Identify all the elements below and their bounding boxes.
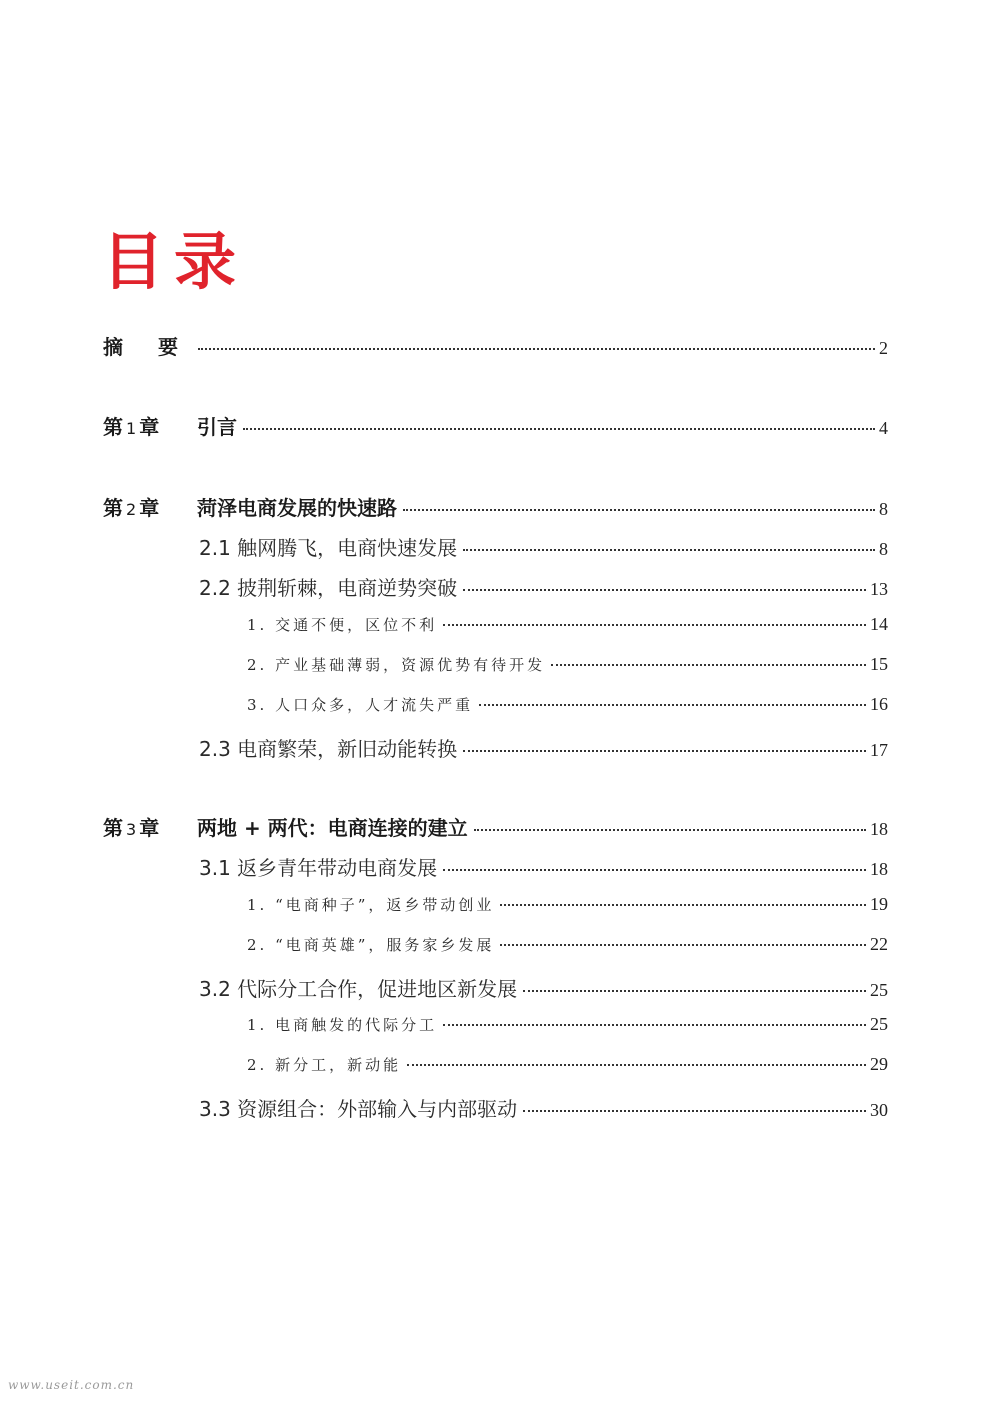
toc-page-number: 14 — [870, 614, 888, 634]
toc-page-number: 2 — [879, 338, 888, 358]
toc-page-number: 22 — [870, 934, 888, 954]
toc-entry-title: 菏泽电商发展的快速路 — [197, 496, 397, 520]
dot-leader — [443, 624, 866, 626]
toc-entry-section-2-3[interactable] — [199, 733, 888, 762]
toc-entry-title: 引言 — [197, 415, 237, 439]
toc-entry-section-2-1[interactable] — [199, 532, 888, 561]
toc-entry-chapter-3[interactable] — [103, 812, 888, 841]
toc-page-number: 16 — [870, 694, 888, 714]
toc-entry-subsection-3-1-1[interactable] — [247, 894, 888, 915]
toc-entry-title: 3.2 代际分工合作，促进地区新发展 — [199, 977, 518, 1001]
toc-entry-title: 2.1 触网腾飞，电商快速发展 — [199, 536, 458, 560]
dot-leader — [500, 944, 866, 946]
toc-page-number: 29 — [870, 1054, 888, 1074]
toc-page-number: 4 — [879, 418, 888, 438]
toc-entry-chapter-1[interactable] — [103, 411, 888, 440]
chapter-number: 第 3 章 — [103, 816, 160, 840]
toc-entry-title: 3.3 资源组合：外部输入与内部驱动 — [199, 1097, 518, 1121]
dot-leader — [407, 1064, 866, 1066]
toc-entry-section-3-1[interactable] — [199, 852, 888, 881]
toc-entry-title: 2.2 披荆斩棘，电商逆势突破 — [199, 576, 458, 600]
toc-entry-subsection-2-2-1[interactable] — [247, 614, 888, 635]
toc-entry-section-2-2[interactable] — [199, 572, 888, 601]
toc-entry-title: 两地 + 两代：电商连接的建立 — [197, 816, 468, 840]
dot-leader — [479, 704, 866, 706]
toc-entry-abstract[interactable] — [103, 331, 888, 360]
toc-entry-chapter-2[interactable] — [103, 492, 888, 521]
toc-entry-title: 1. 交通不便，区位不利 — [247, 616, 438, 634]
dot-leader — [523, 1110, 866, 1112]
dot-leader — [198, 348, 875, 350]
toc-page-number: 25 — [870, 980, 888, 1000]
toc-entry-section-3-2[interactable] — [199, 973, 888, 1002]
chapter-number: 第 2 章 — [103, 496, 160, 520]
toc-entry-title: 摘 要 — [103, 335, 192, 359]
toc-page-number: 13 — [870, 579, 888, 599]
dot-leader — [551, 664, 866, 666]
toc-entry-subsection-2-2-2[interactable] — [247, 654, 888, 675]
watermark: www.useit.com.cn — [8, 1378, 135, 1392]
dot-leader — [523, 990, 866, 992]
toc-entry-subsection-3-1-2[interactable] — [247, 934, 888, 955]
toc-entry-title: 2. 产业基础薄弱，资源优势有待开发 — [247, 656, 546, 674]
toc-entry-title: 2.3 电商繁荣，新旧动能转换 — [199, 737, 458, 761]
dot-leader — [463, 589, 866, 591]
dot-leader — [474, 829, 866, 831]
toc-entry-subsection-3-2-1[interactable] — [247, 1014, 888, 1035]
toc-entry-subsection-3-2-2[interactable] — [247, 1054, 888, 1075]
dot-leader — [443, 869, 866, 871]
toc-page-number: 18 — [870, 859, 888, 879]
toc-entry-title: 2. 新分工，新动能 — [247, 1056, 402, 1074]
dot-leader — [463, 750, 866, 752]
toc-entry-title: 1. “电商种子”，返乡带动创业 — [247, 896, 495, 914]
toc-entry-title: 3.1 返乡青年带动电商发展 — [199, 856, 438, 880]
dot-leader — [403, 509, 875, 511]
toc-entry-section-3-3[interactable] — [199, 1093, 888, 1122]
toc-entry-title: 2. “电商英雄”，服务家乡发展 — [247, 936, 495, 954]
toc-page-number: 8 — [879, 539, 888, 559]
toc-entry-title: 1. 电商触发的代际分工 — [247, 1016, 438, 1034]
dot-leader — [463, 549, 875, 551]
toc-page-number: 8 — [879, 499, 888, 519]
toc-page-number: 17 — [870, 740, 888, 760]
chapter-number: 第 1 章 — [103, 415, 160, 439]
toc-page-number: 25 — [870, 1014, 888, 1034]
toc-page-number: 30 — [870, 1100, 888, 1120]
toc-entry-title: 3. 人口众多，人才流失严重 — [247, 696, 474, 714]
dot-leader — [500, 904, 866, 906]
toc-title: 目录 — [102, 225, 247, 298]
toc-page-number: 18 — [870, 819, 888, 839]
dot-leader — [243, 428, 875, 430]
dot-leader — [443, 1024, 866, 1026]
toc-entry-subsection-2-2-3[interactable] — [247, 694, 888, 715]
toc-page-number: 15 — [870, 654, 888, 674]
toc-page-number: 19 — [870, 894, 888, 914]
